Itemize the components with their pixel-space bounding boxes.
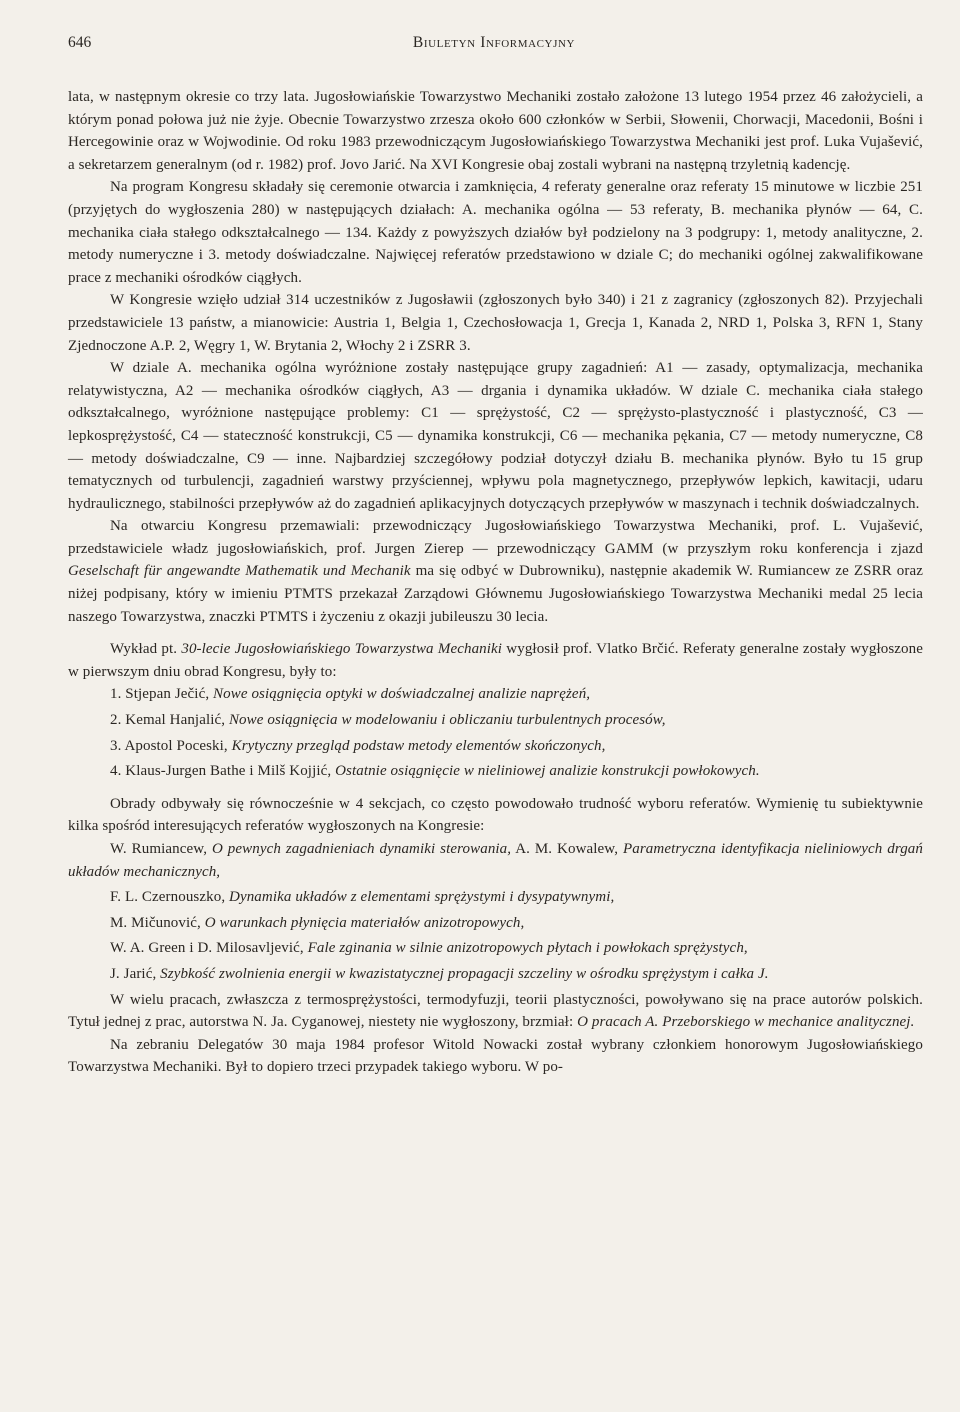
text-run: W. Rumiancew, (110, 841, 212, 857)
italic-title: Nowe osiągnięcia w modelowaniu i obliczaniu turbulentnych procesów, (228, 712, 666, 729)
text-run: wygłosił prof. Vlatko Brčić. Referaty generalne zostały wygłoszone w pierwszym dniu obrad Kongresu, były to: (68, 641, 923, 680)
italic-title: Parametryczna identyfikacja nieliniowych drgań układów mechanicznych, (68, 841, 924, 880)
italic-title: Nowe osiągnięcia optyki w doświadczalnej analizie naprężeń, (213, 686, 591, 703)
text-run: M. Mičunović, (110, 914, 205, 931)
text-run: W. A. Green i D. Milosavljević, (110, 940, 308, 957)
paragraph (68, 1034, 923, 1079)
italic-title: Szybkość zwolnienia energii w kwazistatycznej propagacji szczeliny w ośrodku sprężystym i całka J. (160, 965, 769, 982)
paragraph (68, 289, 923, 357)
italic-title: Fale zginania w silnie anizotropowych płytach i powłokach sprężystych, (307, 940, 748, 957)
running-title: Biuletyn Informacyjny (412, 34, 576, 51)
text-run: Na otwarciu Kongresu przemawiali: przewodniczący Jugosłowiańskiego Towarzystwa Mechaniki, prof. L. Vujašević, przedstawiciele władz jugosłowiańskich, prof. Jurgen Zierep — przewodniczący GAMM (w przyszłym roku konferencja i zjazd (68, 518, 923, 557)
italic-title: O pewnych zagadnieniach dynamiki sterowania, (211, 841, 512, 857)
paragraph (68, 989, 923, 1034)
text-run: 3. Apostol Poceski, (110, 737, 232, 754)
italic-title: Ostatnie osiągnięcie w nieliniowej analizie konstrukcji powłokowych. (335, 763, 760, 780)
italic-title: Dynamika układów z elementami sprężystymi i dysypatywnymi, (229, 889, 615, 906)
text-run: J. Jarić, (110, 965, 161, 982)
list-item (68, 912, 923, 935)
italic-title: O pracach A. Przeborskiego w mechanice analitycznej. (577, 1014, 915, 1031)
list-item (68, 963, 923, 986)
paragraph (68, 176, 923, 289)
text-run: 4. Klaus-Jurgen Bathe i Milš Kojjić, (110, 763, 336, 780)
text-run: A. M. Kowalew, (511, 841, 623, 857)
list-item (68, 683, 923, 706)
text-run: Wykład pt. (110, 641, 182, 658)
text-run: lata, w następnym okresie co trzy lata. Jugosłowiańskie Towarzystwo Mechaniki zostało założone 13 lutego 1954 przez 46 założycieli, a którym ponad połowa już nie żyje. Obecnie Towarzystwo zrzesza około 600 członków w Serbii, Słowenii, Chorwacji, Macedonii, Bośni i Hercegowinie oraz w Wojwodinie. Od roku 1983 przewodniczącym Jugosłowiańskiego Towarzystwa Mechaniki jest prof. Luka Vujašević, a sekretarzem generalnym (od r. 1982) prof. Jovo Jarić. Na XVI Kongresie obaj zostali wybrani na następną trzyletnią kadencję. (68, 89, 923, 173)
page-number: 646 (68, 34, 92, 51)
paragraph (68, 357, 923, 515)
text-run: Na zebraniu Delegatów 30 maja 1984 profesor Witold Nowacki został wybrany członkiem honorowym Jugosłowiańskiego Towarzystwa Mechaniki. Był to dopiero trzeci przypadek takiego wyboru. W po- (68, 1036, 923, 1076)
text-run: Obrady odbywały się równocześnie w 4 sekcjach, co często powodowało trudność wyboru referatów. Wymienię tu subiektywnie kilka spośród interesujących referatów wygłoszonych na Kongresie: (68, 795, 923, 835)
text-run: 1. Stjepan Ječić, (110, 686, 214, 703)
text-run: Na program Kongresu składały się ceremonie otwarcia i zamknięcia, 4 referaty generalne oraz referaty 15 minutowe w liczbie 251 (przyjętych do wygłoszenia 280) w następujących działach: A. mechanika ogólna — 53 referaty, B. mechanika płynów — 64, C. mechanika ciała stałego odkształcalnego — 134. Każdy z powyższych działów był podzielony na 3 podgrupy: 1, metody analityczne, 2. metody numeryczne i 3. metody doświadczalne. Najwięcej referatów przedstawiono w dziale C; do mechaniki ogólnej zakwalifikowane prace z mechaniki ośrodków ciągłych. (68, 179, 923, 286)
italic-title: Krytyczny przegląd podstaw metody elementów skończonych, (231, 737, 606, 754)
paragraph (68, 515, 923, 628)
list-item (68, 709, 923, 732)
text-run: 2. Kemal Hanjalić, (110, 712, 229, 729)
text-run: F. L. Czernouszko, (110, 889, 230, 906)
page-header (68, 34, 920, 54)
text-run: W wielu pracach, zwłaszcza z termosprężystości, termodyfuzji, teorii plastyczności, powoływano się na prace autorów polskich. Tytuł jednej z prac, autorstwa N. Ja. Cyganowej, niestety nie wygłoszony, brzmiał: (68, 991, 923, 1031)
list-item (68, 735, 923, 758)
italic-title: Geselschaft für angewandte Mathematik und Mechanik (68, 563, 411, 580)
paragraph (68, 793, 923, 838)
list-item (68, 838, 923, 883)
text-run: ma się odbyć w Dubrowniku), następnie akademik W. Rumiancew ze ZSRR oraz niżej podpisany, który w imieniu PTMTS przekazał Zarządowi Głównemu Jugosłowiańskiego Towarzystwa Mechaniki medal 25 lecia naszego Towarzystwa, znaczki PTMTS i życzeniu z okazji jubileuszu 30 lecia. (68, 563, 923, 625)
paragraph (68, 638, 923, 683)
article-body (68, 86, 923, 1079)
paragraph (68, 86, 923, 176)
list-item (68, 760, 923, 783)
list-item (68, 937, 923, 960)
list-item (68, 886, 923, 909)
text-run: W dziale A. mechanika ogólna wyróżnione zostały następujące grupy zagadnień: A1 — zasady, optymalizacja, mechanika relatywistyczna, A2 — mechanika ośrodków ciągłych, A3 — drgania i dynamika układów. W dziale C. mechanika ciała stałego odkształcalnego, wyróżnione następujące problemy: C1 — sprężystość, C2 — sprężysto-plastyczność i plastyczność, C3 — lepkosprężystość, C4 — stateczność konstrukcji, C5 — dynamika konstrukcji, C6 — mechanika pękania, C7 — metody numeryczne, C8 — metody doświadczalne, C9 — inne. Najbardziej szczegółowy podział dotyczył działu B. mechanika płynów. Było tu 15 grup tematycznych od turbulencji, zagadnień warstwy przyściennej, wpływu pola magnetycznego, przepływów lepkich, kawitacji, udaru hydraulicznego, stabilności przepływów aż do zagadnień aplikacyjnych dotyczących przepływów w maszynach i technik doświadczalnych. (68, 360, 923, 512)
text-run: W Kongresie wzięło udział 314 uczestników z Jugosławii (zgłoszonych było 340) i 21 z zagranicy (zgłoszonych 82). Przyjechali przedstawiciele 13 państw, a mianowicie: Austria 1, Belgia 1, Czechosłowacja 1, Grecja 1, Kanada 2, NRD 1, Polska 3, RFN 1, Stany Zjednoczone A.P. 2, Węgry 1, W. Brytania 2, Włochy 2 i ZSRR 3. (68, 292, 923, 354)
italic-title: 30-lecie Jugosłowiańskiego Towarzystwa Mechaniki (181, 641, 503, 658)
italic-title: O warunkach płynięcia materiałów anizotropowych, (204, 914, 525, 931)
